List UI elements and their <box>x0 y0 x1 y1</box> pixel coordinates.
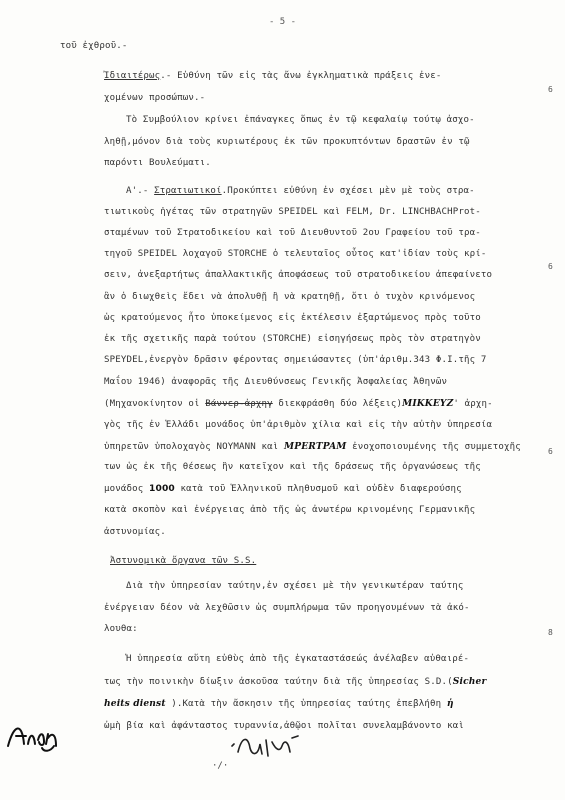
margin-mark: 6 <box>548 447 553 456</box>
handwritten-insertion: ἡ <box>446 698 454 709</box>
text-segment: Ἀστυνομικὰ ὄργανα τῶν S.S. <box>110 556 257 566</box>
page-number: - 5 - <box>268 17 297 27</box>
text-segment: κατὰ τοῦ Ἑλληνικοῦ πληθυσμοῦ καὶ οὐδὲν διαφερούσης <box>174 484 462 494</box>
text-line <box>126 186 475 196</box>
handwritten-insertion: MPERTPAM <box>284 441 347 452</box>
margin-mark: 6 <box>548 85 553 94</box>
text-line <box>104 71 442 81</box>
text-line: Τὸ Συμβούλιον κρίνει ἐπάναγκες ὅπως ἐν τῷ κεφαλαίῳ τούτῳ ἀσχο- <box>126 115 475 125</box>
text-line: ληθῇ,μόνον διὰ τοὺς κυριωτέρους ἐκ τῶν προκυπτόντων δραστῶν ἐν τῷ <box>104 137 470 147</box>
text-line: ὡς κρατούμενος ἦτο ὑποκείμενος εἰς ἐκτέλεσιν ἐξαρτώμενος πρὸς τοῦτο <box>104 313 481 323</box>
text-line: Διὰ τὴν ὑπηρεσίαν ταύτην,ἐν σχέσει μὲ τὴν γενικωτέραν ταύτης <box>126 581 464 591</box>
handwritten-insertion: MIKKEYZ <box>402 398 454 409</box>
text-line <box>104 676 486 687</box>
text-line: ἂν ὁ διωχθεὶς ἔδει νὰ ἀπολυθῇ ἢ νὰ κρατηθῇ, ὅτι ὁ τυχὸν κρινόμενος <box>104 292 476 302</box>
handwritten-insertion: 1000 <box>149 484 175 494</box>
text-line <box>110 556 256 566</box>
text-line: SPEYDEL,ἐνεργὸν δρᾶσιν φέροντας σημειώσαντες (ὑπ'ἀριθμ.343 Φ.Ι.τῆς 7 <box>104 355 487 365</box>
text-segment: ' ἀρχη- <box>453 399 493 409</box>
text-segment: ὑπηρετῶν ὑπολοχαγὸς NOYMANN καὶ <box>104 442 284 452</box>
text-line: χομένων προσώπων.- <box>104 93 206 103</box>
text-segment: Βάννερ-ἀρχηγ <box>205 399 273 409</box>
text-line: Μαΐου 1946) ἀναφορᾶς τῆς Διευθύνσεως Γενικῆς Ἀσφαλείας Ἀθηνῶν <box>104 377 448 387</box>
signature-right <box>228 730 308 762</box>
text-segment: τως τὴν ποινικὴν δίωξιν ἀσκοῦσα ταύτην διὰ τῆς ὑπηρεσίας S.D.( <box>104 677 453 687</box>
text-segment: Α'.- <box>126 186 155 196</box>
text-line: ἀστυνομίας. <box>104 527 166 537</box>
text-line: τοῦ ἐχθροῦ.- <box>60 41 128 51</box>
margin-mark: 8 <box>548 628 553 637</box>
text-line: τιωτικοὺς ἡγέτας τῶν στρατηγῶν SPEIDEL καὶ FELM, Dr. LINCHBACHProt- <box>104 207 481 217</box>
text-segment: ).Κατὰ τὴν ἄσκησιν τῆς ὑπηρεσίας ταύτης ἐπεβλήθη <box>165 699 447 709</box>
text-segment: (Μηχανοκίνητον οἱ <box>104 399 206 409</box>
text-line: τηγοῦ SPEIDEL λοχαγοῦ STORCHE ὁ τελευταῖος οὗτος κατ'ἰδίαν τοὺς κρί- <box>104 249 487 259</box>
text-line: των ὡς ἐκ τῆς θέσεως ἣν κατεῖχον καὶ τῆς δράσεως τῆς ὀργανώσεως τῆς <box>104 462 481 472</box>
text-segment: .- Εὐθύνη τῶν εἰς τὰς ἄνω ἐγκληματικὰ πράξεις ἐνε- <box>160 71 442 81</box>
text-line: παρόντι Βουλεύματι. <box>104 158 211 168</box>
text-line: σειν, ἀνεξαρτήτως ἀπαλλακτικῆς ἀποφάσεως τοῦ στρατοδικείου ἀπεφαίνετο <box>104 270 493 280</box>
text-segment: μονάδος <box>104 484 149 494</box>
signature-left <box>4 716 64 756</box>
text-line <box>104 484 462 494</box>
handwritten-insertion: Sicher <box>452 676 487 687</box>
margin-mark: 6 <box>548 262 553 271</box>
text-line: γὸς τῆς ἐν Ἑλλάδι μονάδος ὑπ'ἀριθμὸν χίλια καὶ εἰς τὴν αὐτὴν ὑπηρεσία <box>104 420 493 430</box>
text-segment: Στρατιωτικοί <box>154 186 222 196</box>
text-line <box>104 441 521 452</box>
continuation-mark: ·/· <box>212 761 229 771</box>
text-segment: διεκφράσθη δύο λέξεις) <box>272 399 403 409</box>
text-line: Ἡ ὑπηρεσία αὕτη εὐθὺς ἀπὸ τῆς ἐγκαταστάσεώς ἀνέλαβεν αὐθαιρέ- <box>126 654 470 664</box>
text-line: σταμένων τοῦ Στρατοδικείου καὶ τοῦ Διευθυντοῦ 2ου Γραφείου τοῦ τρα- <box>104 228 481 238</box>
text-segment: .Προκύπτει εὐθύνη ἐν σχέσει μὲν μὲ τοὺς στρα- <box>221 186 475 196</box>
text-segment: ἐνοχοποιουμένης τῆς συμμετοχῆς <box>346 442 521 452</box>
text-line: κατὰ σκοπὸν καὶ ἐνέργειας ἀπὸ τῆς ὡς ἀνωτέρω κρινομένης Γερμανικῆς <box>104 505 476 515</box>
text-line: ἐκ τῆς σχετικῆς παρὰ τούτου (STORCHE) εἰσηγήσεως πρὸς τὸν στρατηγὸν <box>104 334 481 344</box>
text-segment: Ἰδιαιτέρως <box>104 71 161 81</box>
handwritten-insertion: heits dienst <box>104 698 166 709</box>
text-line: ὠμὴ βία καὶ ἀφάνταστος τυραννία,ἀθῷοι πολῖται συνελαμβάνοντο καὶ <box>104 721 464 731</box>
text-line: ἐνέργειαν δέον νὰ λεχθῶσιν ὡς συμπλήρωμα τῶν προηγουμένων τὰ ἀκό- <box>104 603 470 613</box>
text-line: λουθα: <box>104 624 138 634</box>
text-line <box>104 698 454 709</box>
text-line <box>104 398 493 409</box>
